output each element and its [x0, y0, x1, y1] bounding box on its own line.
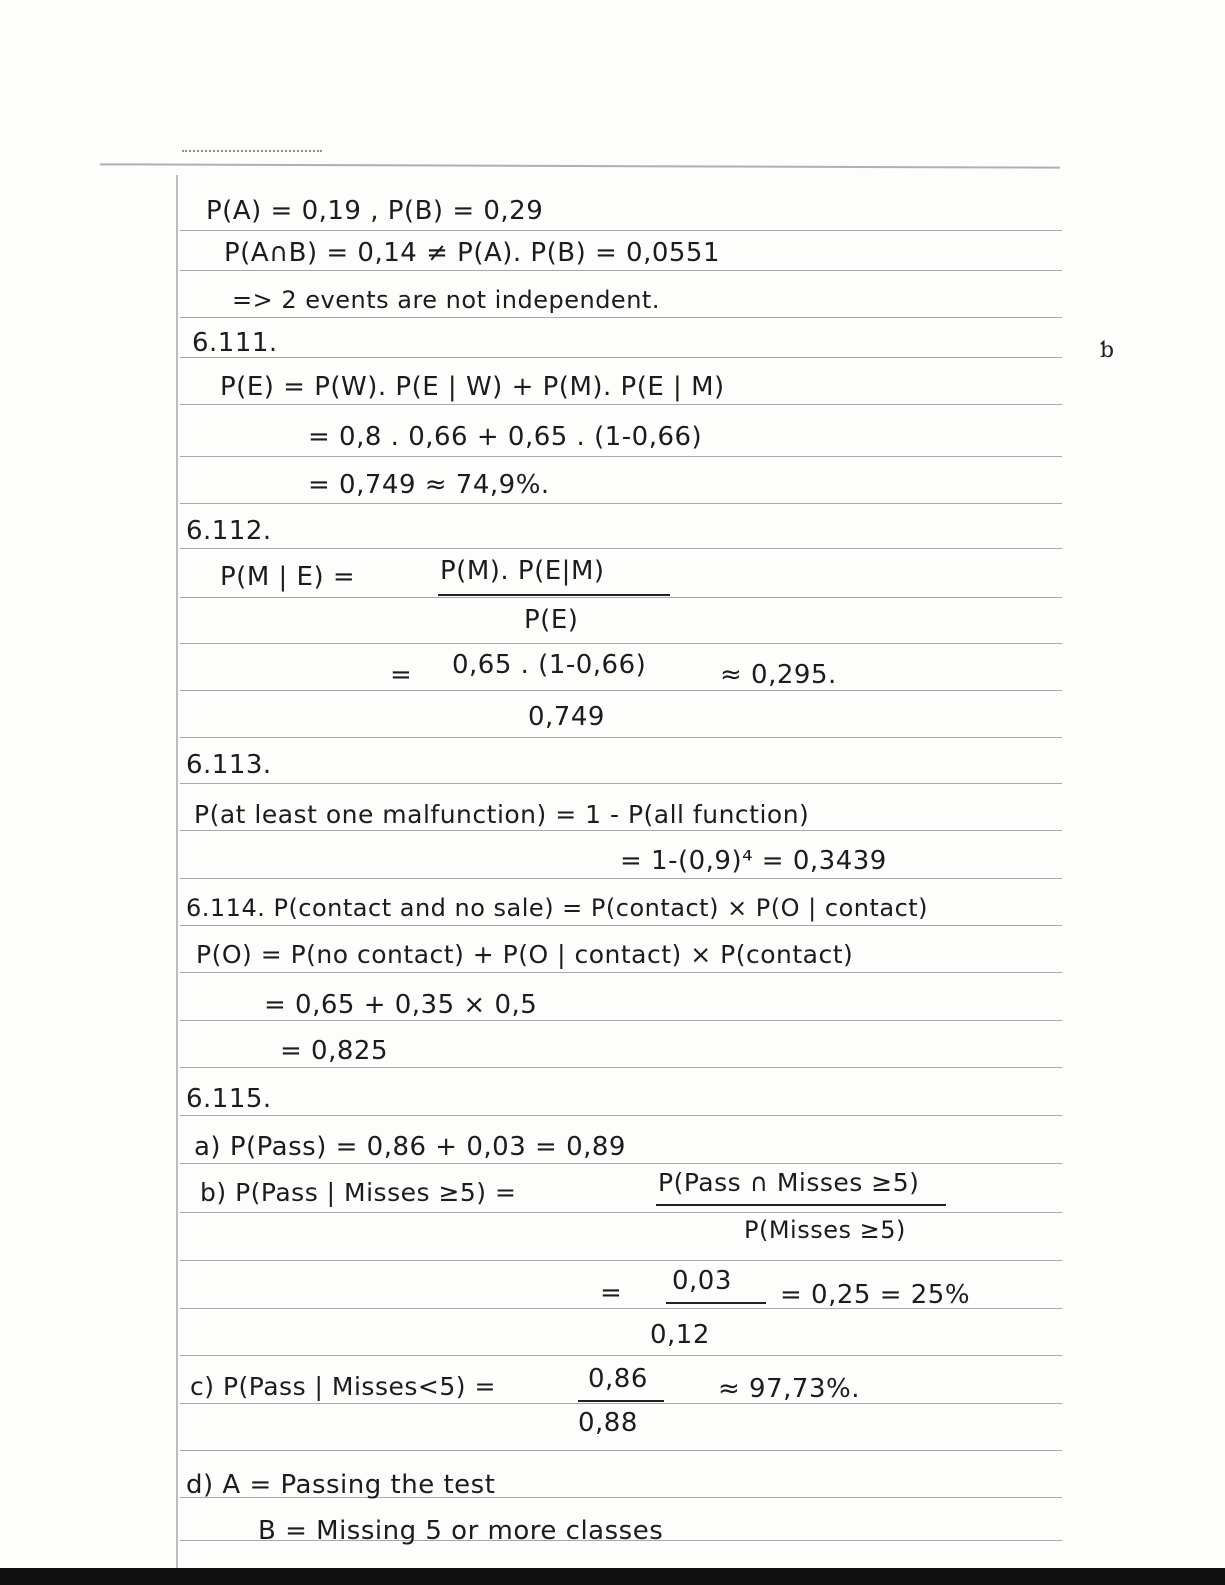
fraction-bar: [438, 594, 670, 596]
text-line: b) P(Pass | Misses ≥5) =: [200, 1178, 525, 1207]
text-line: 6.114. P(contact and no sale) = P(contact) × P(O | contact): [186, 894, 929, 922]
text-line: =: [600, 1278, 623, 1308]
fraction-numerator: 0,65 . (1-0,66): [452, 650, 647, 680]
ruled-line: [180, 1212, 1062, 1213]
fraction-numerator: 0,03: [672, 1266, 732, 1296]
fraction-numerator: 0,86: [588, 1364, 648, 1394]
ruled-line: [180, 1260, 1062, 1261]
fraction-denominator: 0,12: [650, 1320, 710, 1350]
fraction-bar: [578, 1400, 664, 1402]
top-page-edge: [100, 163, 1060, 168]
text-line: d) A = Passing the test: [186, 1470, 496, 1500]
ruled-line: [180, 972, 1062, 973]
ruled-line: [180, 1403, 1062, 1404]
ruled-line: [180, 690, 1062, 691]
ruled-line: [180, 597, 1062, 598]
ruled-line: [180, 1020, 1062, 1021]
text-line: =: [390, 660, 413, 690]
ruled-line: [180, 1355, 1062, 1356]
text-line: P(at least one malfunction) = 1 - P(all function): [194, 800, 810, 829]
ruled-line: [180, 878, 1062, 879]
text-line: ≈ 97,73%.: [718, 1374, 860, 1404]
section-heading: 6.112.: [186, 516, 272, 546]
margin-scribble: ƅ: [1100, 338, 1115, 363]
text-line: P(E) = P(W). P(E | W) + P(M). P(E | M): [220, 372, 725, 402]
ruled-line: [180, 1115, 1062, 1116]
text-line: = 1-(0,9)⁴ = 0,3439: [620, 846, 887, 876]
fraction-denominator: 0,749: [528, 702, 605, 732]
fraction-denominator: P(Misses ≥5): [744, 1216, 906, 1244]
ruled-line: [180, 404, 1062, 405]
ruled-line: [180, 737, 1062, 738]
ruled-line: [180, 830, 1062, 831]
text-line: = 0,749 ≈ 74,9%.: [308, 470, 550, 500]
fraction-bar: [666, 1302, 766, 1304]
fraction-bar: [656, 1204, 946, 1206]
fraction-numerator: P(Pass ∩ Misses ≥5): [658, 1168, 920, 1197]
text-line: a) P(Pass) = 0,86 + 0,03 = 0,89: [194, 1132, 626, 1162]
text-line: = 0,825: [280, 1036, 388, 1066]
text-line: P(A∩B) = 0,14 ≠ P(A). P(B) = 0,0551: [224, 238, 721, 268]
ruled-line: [180, 1163, 1062, 1164]
ruled-line: [180, 783, 1062, 784]
section-heading: 6.111.: [192, 328, 278, 358]
ruled-line: [180, 270, 1062, 271]
section-heading: 6.115.: [186, 1084, 272, 1114]
ruled-line: [180, 643, 1062, 644]
ruled-line: [180, 230, 1062, 231]
ruled-line: [180, 456, 1062, 457]
ruled-line: [180, 548, 1062, 549]
fraction-numerator: P(M). P(E|M): [440, 556, 605, 586]
scan-bottom-edge: [0, 1568, 1225, 1585]
text-line: P(O) = P(no contact) + P(O | contact) × P(contact): [196, 940, 854, 969]
text-line: = 0,25 = 25%: [780, 1280, 971, 1310]
margin-line: [176, 175, 178, 1585]
text-line: B = Missing 5 or more classes: [258, 1516, 664, 1546]
text-line: = 0,65 + 0,35 × 0,5: [264, 990, 538, 1020]
fraction-denominator: P(E): [524, 605, 579, 635]
ruled-line: [180, 357, 1062, 358]
text-line: P(M | E) =: [220, 562, 364, 592]
text-line: => 2 events are not independent.: [232, 286, 660, 314]
ruled-line: [180, 925, 1062, 926]
text-line: = 0,8 . 0,66 + 0,65 . (1-0,66): [308, 422, 703, 452]
fraction-denominator: 0,88: [578, 1408, 638, 1438]
torn-edge-marks: [182, 150, 322, 162]
text-line: c) P(Pass | Misses<5) =: [190, 1372, 505, 1401]
section-heading: 6.113.: [186, 750, 272, 780]
text-line: P(A) = 0,19 , P(B) = 0,29: [206, 196, 544, 226]
ruled-line: [180, 317, 1062, 318]
ruled-line: [180, 1067, 1062, 1068]
text-line: ≈ 0,295.: [720, 660, 837, 690]
ruled-line: [180, 503, 1062, 504]
ruled-line: [180, 1450, 1062, 1451]
